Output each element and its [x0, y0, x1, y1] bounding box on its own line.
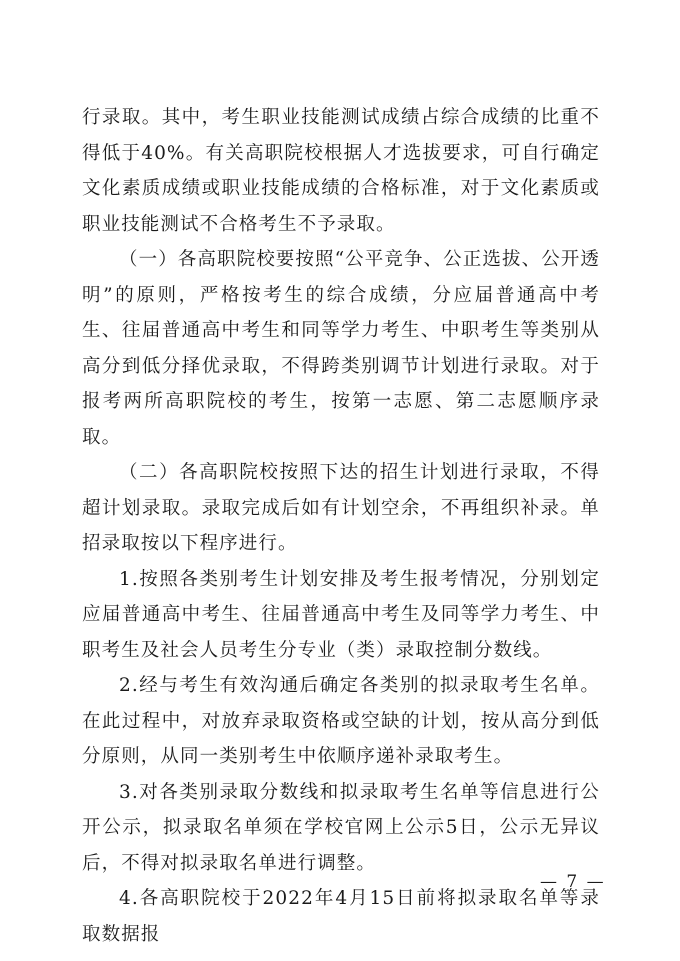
paragraph-step-1: 1.按照各类别考生计划安排及考生报考情况，分别划定应届普通高中考生、往届普通高中考生及同等学力考生、中职考生及社会人员考生分专业（类）录取控制分数线。 [82, 568, 600, 661]
paragraph-step-4: 4.各高职院校于2022年4月15日前将拟录取名单等录取数据报 [82, 888, 600, 945]
paragraph-step-2: 2.经与考生有效沟通后确定各类别的拟录取考生名单。在此过程中，对放弃录取资格或空缺的计划，按从高分到低分原则，从同一类别考生中依顺序递补录取考生。 [82, 675, 600, 767]
paragraph-step-3: 3.对各类别录取分数线和拟录取考生名单等信息进行公开公示，拟录取名单须在学校官网上公示5日，公示无异议后，不得对拟录取名单进行调整。 [82, 781, 600, 874]
paragraph-item-one: （一）各高职院校要按照“公平竞争、公正选拔、公开透明”的原则，严格按考生的综合成绩，分应届普通高中考生、往届普通高中考生和同等学力考生、中职考生等类别从高分到低分择优录取，不得跨类别调节计划进行录取。对于报考两所高职院校的考生，按第一志愿、第二志愿顺序录取。 [82, 249, 600, 448]
paragraph-continuation: 行录取。其中，考生职业技能测试成绩占综合成绩的比重不得低于40%。有关高职院校根据人才选拔要求，可自行确定文化素质成绩或职业技能成绩的合格标准，对于文化素质或职业技能测试不合格考生不予录取。 [82, 107, 600, 235]
body-text [82, 100, 600, 952]
page-number: — 7 — [540, 872, 606, 892]
paragraph-item-two: （二）各高职院校按照下达的招生计划进行录取，不得超计划录取。录取完成后如有计划空余，不再组织补录。单招录取按以下程序进行。 [82, 462, 600, 554]
